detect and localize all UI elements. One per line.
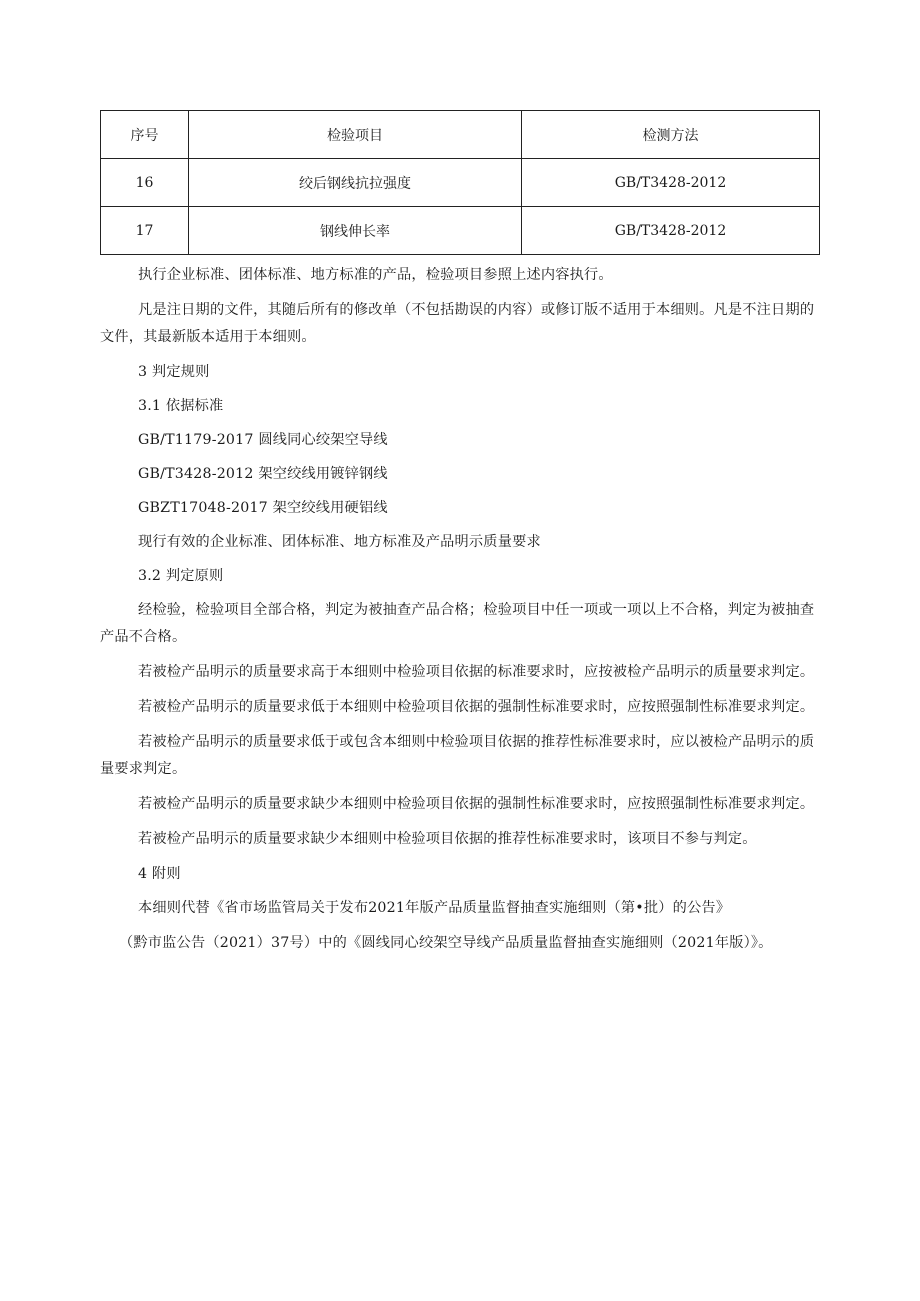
supplementary-paragraph-line1: 本细则代替《省市场监管局关于发布2021年版产品质量监督抽查实施细则（第•批）的公告》 bbox=[138, 900, 731, 916]
header-test-method: 检测方法 bbox=[522, 111, 820, 159]
document-body bbox=[100, 262, 820, 965]
rule-paragraph: 若被检产品明示的质量要求高于本细则中检验项目依据的标准要求时，应按被检产品明示的质量要求判定。 bbox=[138, 664, 815, 680]
rule-paragraph: 若被检产品明示的质量要求缺少本细则中检验项目依据的推荐性标准要求时，该项目不参与判定。 bbox=[138, 831, 757, 847]
standard-item: GB/T3428-2012 架空绞线用镀锌钢线 bbox=[138, 466, 388, 482]
rule-paragraph: 经检验，检验项目全部合格，判定为被抽查产品合格；检验项目中任一项或一项以上不合格，判定为被抽查产品不合格。 bbox=[100, 602, 815, 645]
inspection-items-table bbox=[100, 110, 820, 255]
standard-item: GBZT17048-2017 架空绞线用硬铝线 bbox=[138, 500, 388, 516]
standard-item: GB/T1179-2017 圆线同心绞架空导线 bbox=[138, 432, 388, 448]
subsection-heading-basis-standards: 3.1 依据标准 bbox=[138, 398, 224, 414]
header-inspection-item: 检验项目 bbox=[189, 111, 522, 159]
section-heading-supplementary: 4 附则 bbox=[138, 866, 181, 882]
cell-test-method: GB/T3428-2012 bbox=[522, 207, 820, 255]
standard-item: 现行有效的企业标准、团体标准、地方标准及产品明示质量要求 bbox=[138, 534, 541, 550]
section-heading-judgment-rules: 3 判定规则 bbox=[138, 364, 210, 380]
cell-serial-number: 16 bbox=[101, 159, 189, 207]
paragraph-dated-documents: 凡是注日期的文件，其随后所有的修改单（不包括勘误的内容）或修订版不适用于本细则。凡是不注日期的文件，其最新版本适用于本细则。 bbox=[100, 302, 815, 345]
cell-inspection-item: 钢线伸长率 bbox=[189, 207, 522, 255]
subsection-heading-judgment-principles: 3.2 判定原则 bbox=[138, 568, 224, 584]
table-header-row bbox=[101, 111, 820, 159]
rule-paragraph: 若被检产品明示的质量要求低于本细则中检验项目依据的强制性标准要求时，应按照强制性标准要求判定。 bbox=[138, 699, 815, 715]
cell-serial-number: 17 bbox=[101, 207, 189, 255]
supplementary-paragraph-line2: （黔市监公告（2021）37号）中的《圆线同心绞架空导线产品质量监督抽查实施细则（2021年版）》。 bbox=[119, 935, 773, 951]
rule-paragraph: 若被检产品明示的质量要求低于或包含本细则中检验项目依据的推荐性标准要求时，应以被检产品明示的质量要求判定。 bbox=[100, 734, 815, 777]
table-row bbox=[101, 159, 820, 207]
header-serial-number: 序号 bbox=[101, 111, 189, 159]
cell-test-method: GB/T3428-2012 bbox=[522, 159, 820, 207]
rule-paragraph: 若被检产品明示的质量要求缺少本细则中检验项目依据的强制性标准要求时，应按照强制性标准要求判定。 bbox=[138, 796, 815, 812]
paragraph-scope-note: 执行企业标准、团体标准、地方标准的产品，检验项目参照上述内容执行。 bbox=[138, 267, 613, 283]
table-row bbox=[101, 207, 820, 255]
cell-inspection-item: 绞后钢线抗拉强度 bbox=[189, 159, 522, 207]
